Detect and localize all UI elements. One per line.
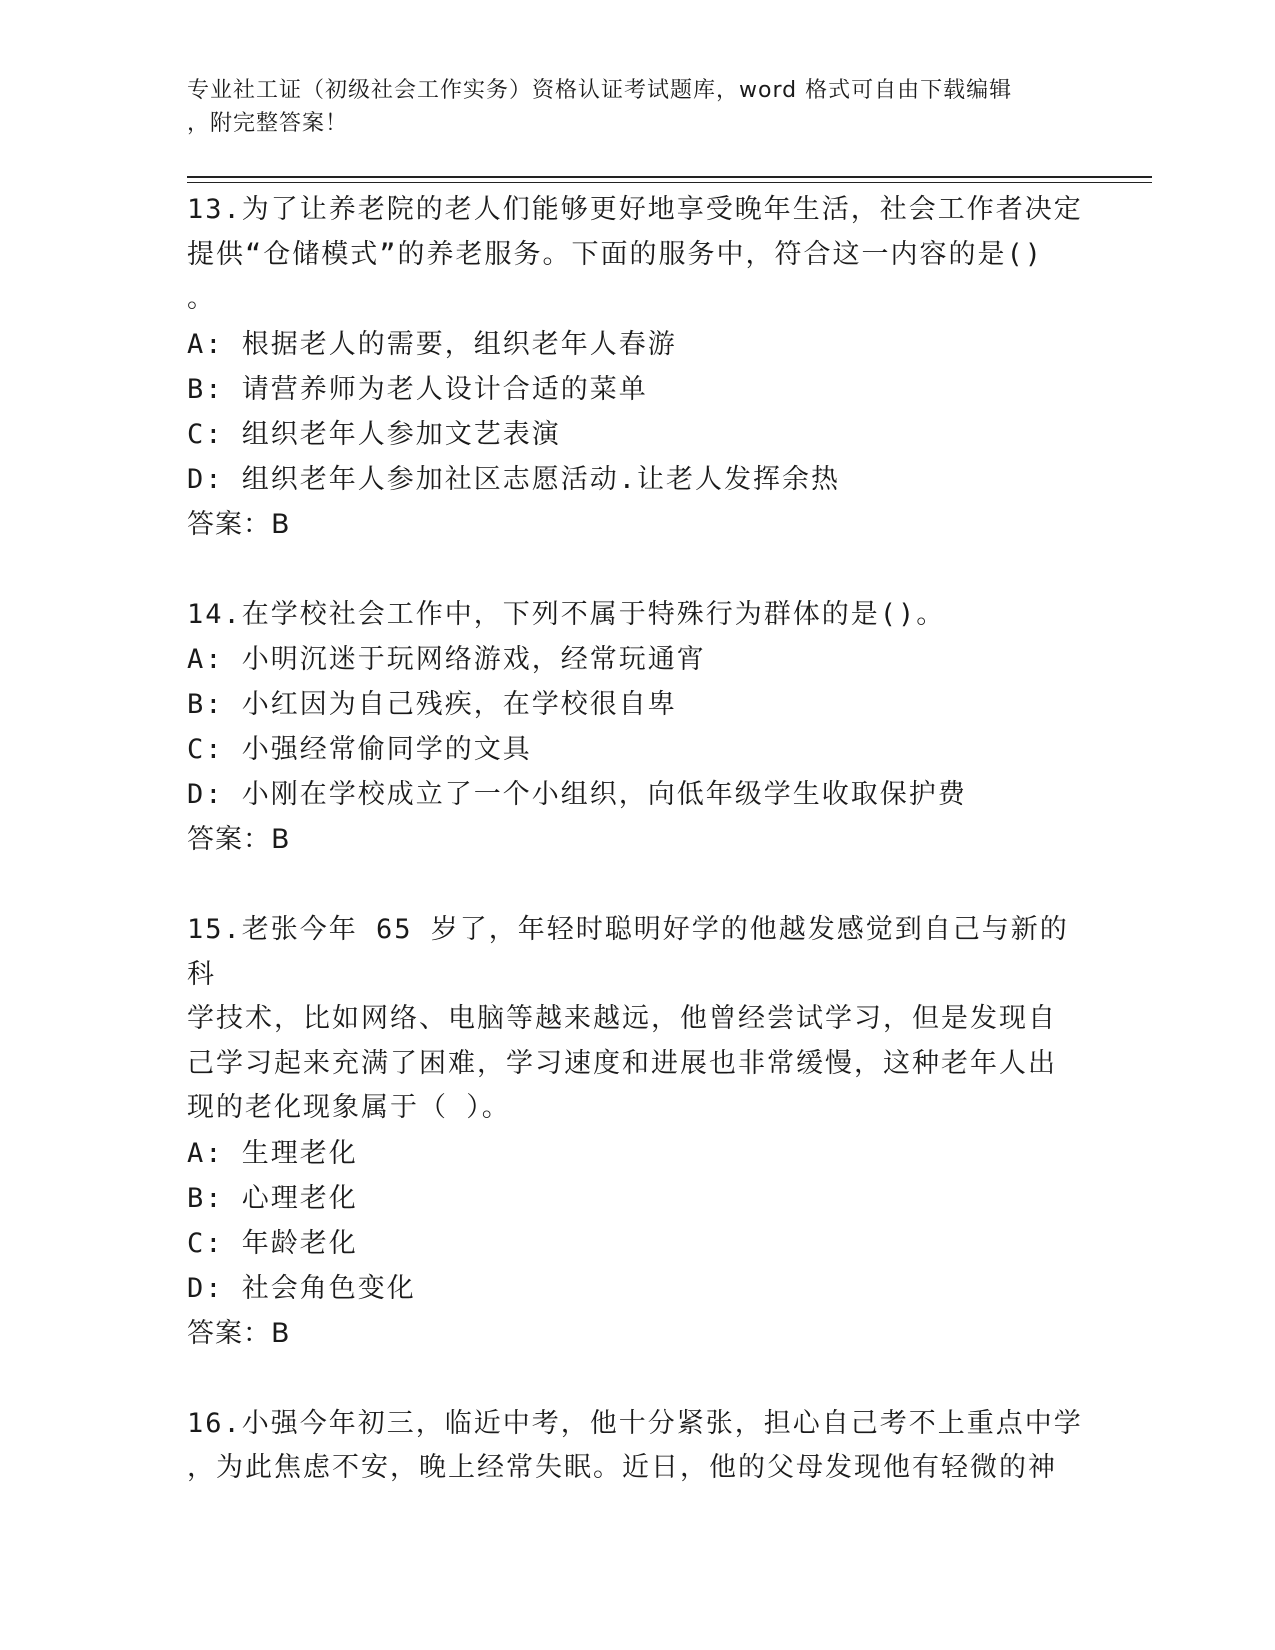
- option-b: B: 小红因为自己残疾，在学校很自卑: [187, 689, 677, 720]
- answer-line: 答案：B: [187, 508, 291, 540]
- question-stem-line: 学技术，比如网络、电脑等越来越远，他曾经尝试学习，但是发现自: [187, 1003, 1057, 1034]
- option-a: A: 生理老化: [187, 1137, 358, 1169]
- question-stem-line: 己学习起来充满了困难，学习速度和进展也非常缓慢，这种老年人出: [187, 1047, 1057, 1079]
- question-stem-line: ，为此焦虑不安，晚上经常失眠。近日，他的父母发现他有轻微的神: [187, 1452, 1057, 1483]
- answer-line: 答案：B: [187, 824, 291, 855]
- question-stem-line: 14.在学校社会工作中，下列不属于特殊行为群体的是()。: [187, 598, 946, 630]
- question-stem-line: 。: [187, 283, 216, 314]
- question-spacer: [187, 1356, 1087, 1402]
- question-13: [187, 188, 1087, 547]
- option-d: D: 组织老年人参加社区志愿活动.让老人发挥余热: [187, 463, 841, 495]
- question-stem-line: 提供“仓储模式”的养老服务。下面的服务中，符合这一内容的是(): [187, 238, 1044, 270]
- question-stem-line: 13.为了让养老院的老人们能够更好地享受晚年生活，社会工作者决定: [187, 194, 1083, 225]
- option-b: B: 心理老化: [187, 1182, 358, 1214]
- option-d: D: 小刚在学校成立了一个小组织，向低年级学生收取保护费: [187, 779, 967, 810]
- question-14: [187, 593, 1087, 863]
- option-d: D: 社会角色变化: [187, 1272, 416, 1304]
- option-c: C: 小强经常偷同学的文具: [187, 734, 532, 765]
- question-stem-line: 15.老张今年 65 岁了，年轻时聪明好学的他越发感觉到自己与新的科: [187, 914, 1069, 990]
- header-line-1: 专业社工证（初级社会工作实务）资格认证考试题库，word 格式可自由下载编辑: [187, 78, 1013, 103]
- question-16: [187, 1402, 1087, 1491]
- question-spacer: [187, 547, 1087, 593]
- question-stem-line: 16.小强今年初三，临近中考，他十分紧张，担心自己考不上重点中学: [187, 1407, 1083, 1439]
- option-a: A: 小明沉迷于玩网络游戏，经常玩通宵: [187, 644, 706, 675]
- document-header: [187, 74, 1067, 140]
- header-divider-thin: [187, 182, 1152, 183]
- header-divider-thick: [187, 176, 1152, 178]
- option-a: A: 根据老人的需要，组织老年人春游: [187, 328, 677, 360]
- option-c: C: 组织老年人参加文艺表演: [187, 418, 561, 450]
- question-15: [187, 908, 1087, 1356]
- option-b: B: 请营养师为老人设计合适的菜单: [187, 373, 648, 405]
- option-c: C: 年龄老化: [187, 1227, 358, 1259]
- question-spacer: [187, 862, 1087, 908]
- answer-line: 答案：B: [187, 1317, 291, 1349]
- header-line-2: ，附完整答案！: [187, 111, 349, 136]
- question-list: [187, 188, 1087, 1491]
- question-stem-line: 现的老化现象属于（ ）。: [187, 1092, 511, 1123]
